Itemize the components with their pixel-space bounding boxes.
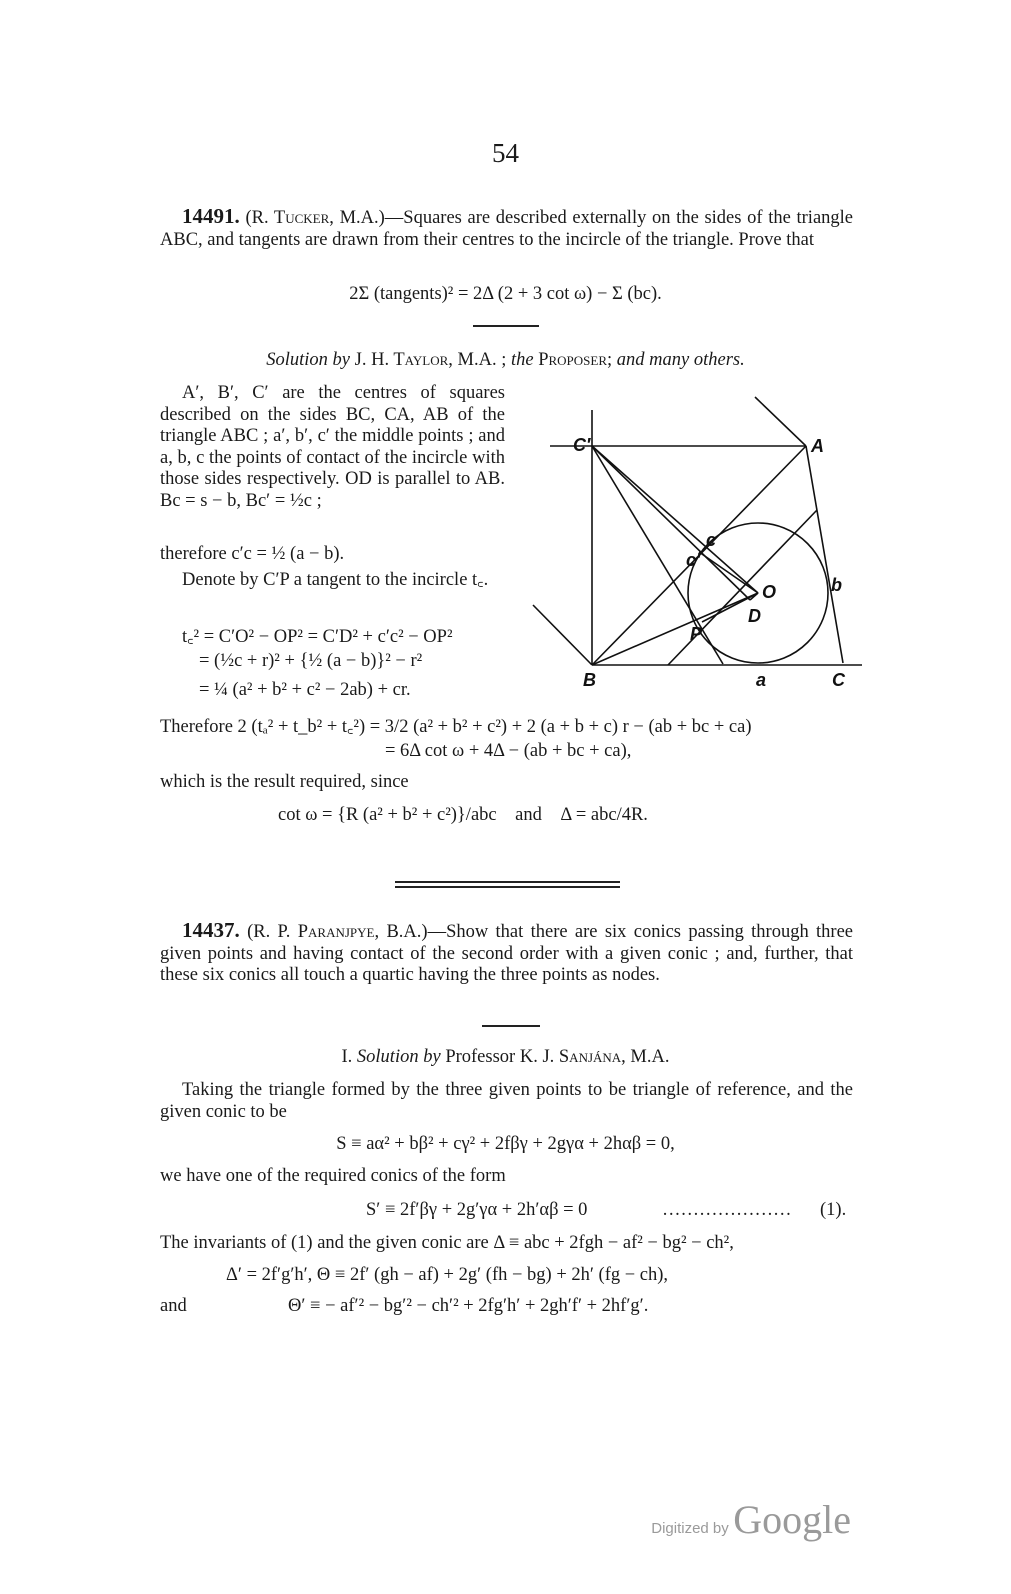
- therefore-line: [160, 713, 752, 738]
- separator: ;: [501, 350, 507, 370]
- label-c-big: C: [832, 670, 845, 690]
- problem-equation: 2Σ (tangents)² = 2Δ (2 + 3 cot ω) − Σ (bc).: [349, 284, 662, 304]
- geometry-figure: [520, 380, 870, 700]
- and-word: and: [515, 805, 542, 825]
- solver-title: Professor: [445, 1047, 516, 1067]
- equation-ref: (1).: [820, 1200, 847, 1220]
- label-a-small: a: [756, 670, 767, 690]
- double-rule-top: [395, 881, 620, 883]
- problem-author: (R. P. Paranjpye, B.A.): [247, 922, 428, 942]
- solution2-paragraph-1: Taking the triangle formed by the three given points to be triangle of reference, and the given conic to be: [160, 1080, 853, 1122]
- label-b-small: b: [831, 575, 842, 595]
- solution-heading: [0, 350, 1011, 371]
- solution-paragraph-1: A′, B′, C′ are the centres of squares described on the sides BC, CA, AB of the triangle ABC ; a′, b′, c′ the middle points ; and a, b, c the points of contact of the incircle with those sides respectively. OD is parallel to AB. Bc = s − b, Bc′ = ½c ;: [160, 383, 505, 511]
- solution2-heading: [0, 1047, 1011, 1068]
- label-a: A: [811, 436, 824, 456]
- solution2-invariants: The invariants of (1) and the given conic are Δ ≡ abc + 2fgh − af² − bg² − ch²,: [160, 1233, 734, 1253]
- digitized-label: Digitized by: [651, 1520, 729, 1537]
- equation-tc-2: = (½c + r)² + {½ (a − b)}² − r²: [199, 651, 423, 671]
- final-equations: [278, 805, 648, 826]
- equation-theta-prime: Θ′ ≡ − af′² − bg′² − ch′² + 2fg′h′ + 2gh′f′ + 2hf′g′.: [288, 1296, 649, 1316]
- equation-s-prime: S′ ≡ 2f′βγ + 2g′γα + 2h′αβ = 0: [366, 1200, 588, 1220]
- equation-sum: 2 (tₐ² + t_b² + t꜀²) = 3/2 (a² + b² + c²) + 2 (a + b + c) r − (ab + bc + ca): [237, 717, 752, 737]
- problem-author: (R. Tucker, M.A.): [245, 208, 385, 228]
- proposer: Proposer: [538, 350, 608, 370]
- label-p: P: [690, 624, 703, 644]
- equation-delta: Δ = abc/4R.: [560, 805, 648, 825]
- therefore-label: Therefore: [160, 717, 233, 737]
- solution-paragraph-2: Denote by C′P a tangent to the incircle t꜀.: [182, 570, 489, 590]
- digitized-watermark: [651, 1496, 851, 1543]
- page-number: 54: [492, 138, 519, 168]
- solution-prefix: Solution by: [356, 1047, 441, 1067]
- problem-number: 14437.: [182, 918, 240, 942]
- label-c-prime: C′: [573, 435, 591, 455]
- problem-statement: —Show that there are six conics passing through three given points and having contact of the second order with a given conic ; and, further, that these six conics all touch a quartic having the three points as nodes.: [160, 922, 854, 985]
- equation-tc: t꜀² = C′O² − OP² = C′D² + c′c² − OP²: [182, 627, 453, 647]
- equation-cot: cot ω = {R (a² + b² + c²)}/abc: [278, 805, 497, 825]
- label-c: c: [706, 530, 717, 550]
- problem-14491: [160, 206, 853, 251]
- separator: ;: [607, 350, 613, 370]
- problem-number: 14491.: [182, 204, 240, 228]
- double-rule-bottom: [395, 886, 620, 888]
- label-b: B: [583, 670, 596, 690]
- equation-delta-theta: Δ′ = 2f′g′h′, Θ ≡ 2f′ (gh − af) + 2g′ (fh − bg) + 2h′ (fg − ch),: [226, 1265, 669, 1285]
- conclusion-text: which is the result required, since: [160, 772, 409, 792]
- solver-name: J. H. Taylor, M.A.: [354, 350, 497, 370]
- separator-rule: [473, 325, 539, 327]
- label-d: D: [748, 606, 761, 626]
- solver-name: K. J. Sanjána, M.A.: [519, 1047, 670, 1067]
- separator-rule: [482, 1025, 540, 1027]
- google-logo: Google: [733, 1497, 851, 1542]
- equation-tc-3: = ¼ (a² + b² + c² − 2ab) + cr.: [199, 680, 411, 700]
- problem-statement: —Squares are described externally on the sides of the triangle ABC, and tangents are drawn from their centres to the incircle of the triangle. Prove that: [160, 208, 854, 250]
- problem-14437: [160, 920, 853, 987]
- solution-therefore: therefore c′c = ½ (a − b).: [160, 544, 345, 564]
- equation-s: S ≡ aα² + bβ² + cγ² + 2fβγ + 2gγα + 2hαβ = 0,: [336, 1134, 675, 1154]
- and-label: and: [160, 1296, 187, 1316]
- line-b-o: [592, 593, 758, 665]
- solution2-paragraph-2: we have one of the required conics of the form: [160, 1166, 506, 1186]
- label-o: O: [762, 582, 777, 602]
- line-c-prime-small: [699, 552, 758, 593]
- equation-leader-dots: …………………: [662, 1200, 792, 1220]
- line-b-ext: [533, 605, 592, 665]
- solution-prefix: Solution by: [266, 350, 351, 370]
- others: and many others.: [616, 350, 745, 370]
- line-a-c: [806, 446, 843, 663]
- label-c-prime-small: c′: [686, 550, 701, 570]
- line-a-ext: [755, 397, 806, 446]
- equation-sum-2: = 6Δ cot ω + 4Δ − (ab + bc + ca),: [385, 741, 632, 761]
- the-word: the: [510, 350, 534, 370]
- solution-number: I.: [341, 1047, 353, 1067]
